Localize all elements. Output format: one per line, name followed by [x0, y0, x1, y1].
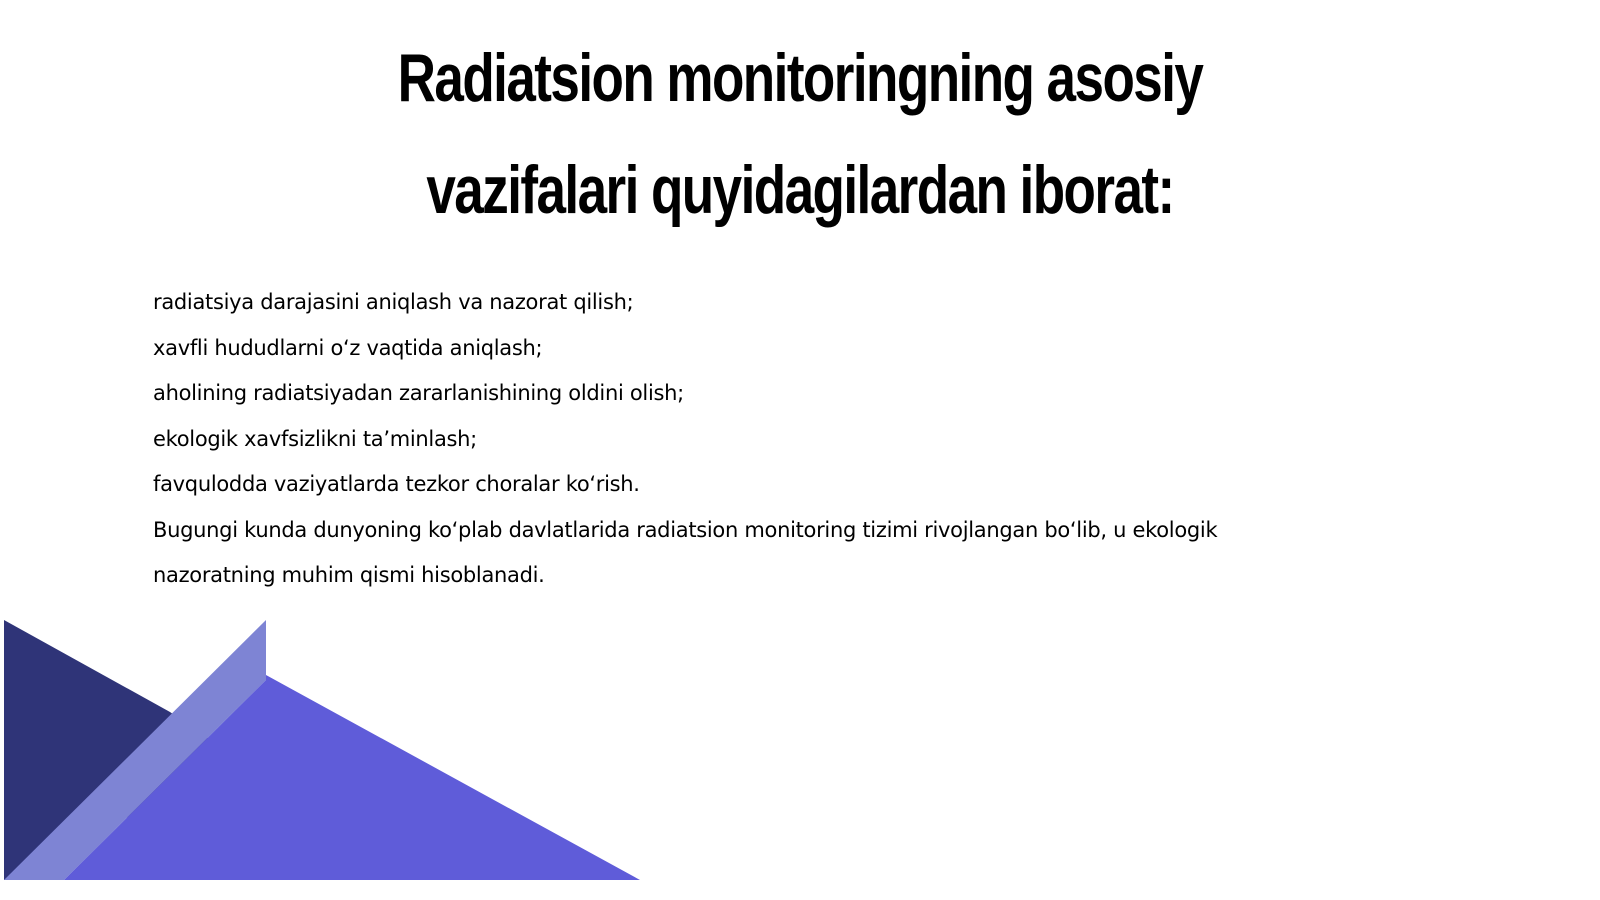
- list-item: radiatsiya darajasini aniqlash va nazorat qilish;: [153, 290, 634, 314]
- paragraph-line: Bugungi kunda dunyoning ko‘plab davlatlarida radiatsion monitoring tizimi rivojlangan bo‘lib, u ekologik: [153, 517, 1218, 542]
- title-line-2: vazifalari quyidagilardan iborat:: [426, 152, 1174, 228]
- list-item: xavfli hududlarni o‘z vaqtida aniqlash;: [153, 335, 543, 360]
- list-item: ekologik xavfsizlikni ta’minlash;: [153, 426, 477, 451]
- paragraph-line: nazoratning muhim qismi hisoblanadi.: [153, 563, 545, 587]
- decorative-triangles: [0, 620, 660, 900]
- slide-title: [140, 22, 1460, 246]
- list-item: favqulodda vaziyatlarda tezkor choralar ko‘rish.: [153, 472, 640, 496]
- title-line-1: Radiatsion monitoringning asosiy: [397, 40, 1203, 116]
- slide-body: [153, 280, 1353, 599]
- list-item: aholining radiatsiyadan zararlanishining oldini olish;: [153, 381, 684, 405]
